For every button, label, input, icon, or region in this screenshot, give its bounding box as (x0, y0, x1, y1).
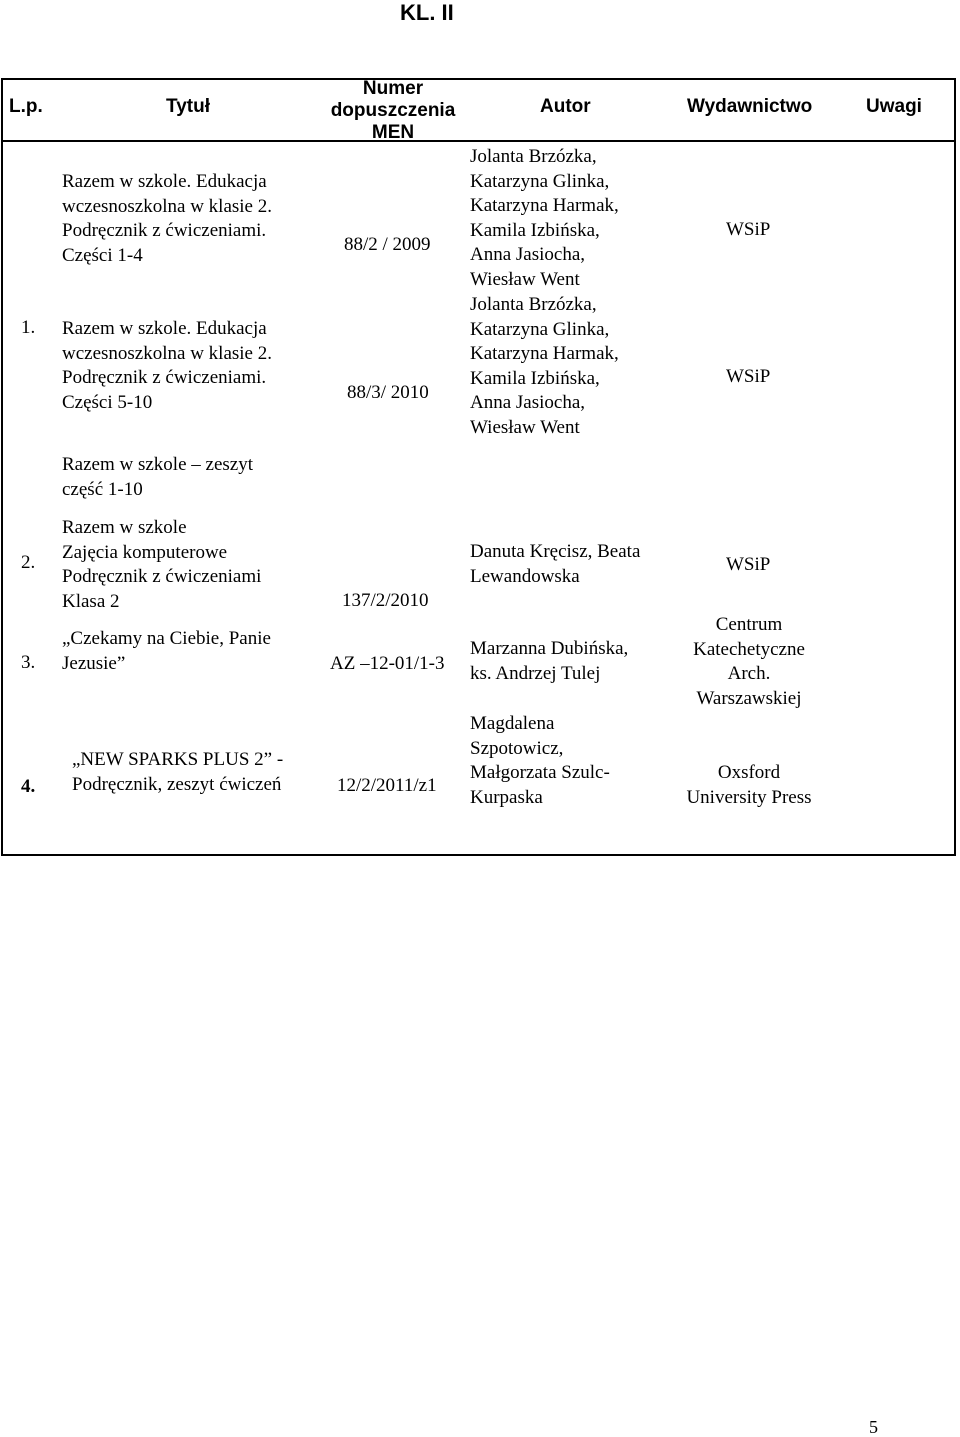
row-4-title (72, 748, 283, 797)
author-line: Katarzyna Glinka, (470, 318, 610, 340)
header-author: Autor (540, 96, 591, 117)
author-line: Wiesław Went (470, 268, 580, 290)
table-right-border (954, 78, 956, 856)
table-left-border (1, 78, 3, 856)
row-2-number: 137/2/2010 (342, 590, 429, 611)
publisher-line: Katechetyczne (693, 638, 805, 660)
author-line: Jolanta Brzózka, (470, 146, 597, 167)
header-number (322, 78, 464, 144)
page-title: KL. II (400, 0, 454, 25)
row-1a-number: 88/2 / 2009 (344, 234, 431, 255)
row-2-publisher: WSiP (726, 554, 771, 575)
publisher-line: Warszawskiej (696, 687, 802, 709)
author-line: Kamila Izbińska, (470, 219, 600, 241)
title-line: Części 1-4 (62, 244, 143, 266)
author-line: Małgorzata Szulc- (470, 762, 610, 783)
title-line: Razem w szkole – zeszyt (62, 454, 253, 475)
title-line: Zajęcia komputerowe (62, 541, 228, 563)
title-line: część 1-10 (62, 478, 143, 500)
row-1c-title (62, 453, 253, 502)
author-line: Marzanna Dubińska, (470, 638, 629, 659)
row-4-publisher (670, 761, 828, 810)
title-line: Podręcznik z ćwiczeniami. (62, 367, 267, 388)
header-separator (1, 140, 956, 142)
row-1-lp: 1. (21, 317, 36, 338)
row-3-authors (470, 637, 628, 686)
header-number-line: Numer (362, 78, 424, 99)
row-3-lp: 3. (21, 652, 36, 673)
author-line: Anna Jasiocha, (470, 392, 586, 413)
author-line: Danuta Kręcisz, Beata (470, 541, 641, 562)
row-3-publisher (670, 613, 828, 711)
author-line: Kamila Izbińska, (470, 367, 600, 389)
author-line: Katarzyna Harmak, (470, 343, 619, 364)
row-1a-title (62, 170, 272, 268)
title-line: wczesnoszkolna w klasie 2. (62, 342, 272, 364)
title-line: Razem w szkole. Edukacja (62, 318, 267, 339)
row-3-title (62, 627, 271, 676)
title-line: „NEW SPARKS PLUS 2” - (72, 749, 284, 770)
author-line: Katarzyna Glinka, (470, 170, 610, 192)
table-bottom-border (1, 854, 956, 856)
title-line: Podręcznik, zeszyt ćwiczeń (72, 773, 282, 795)
page-number: 5 (869, 1417, 878, 1437)
title-line: Części 5-10 (62, 391, 153, 413)
row-2-title (62, 516, 261, 614)
row-4-lp: 4. (21, 776, 36, 797)
row-1a-authors (470, 145, 619, 292)
publisher-line: Oxsford (717, 762, 781, 783)
row-1b-publisher: WSiP (726, 366, 771, 387)
title-line: Podręcznik z ćwiczeniami (62, 566, 262, 587)
row-4-authors (470, 712, 610, 810)
header-number-line: dopuszczenia (330, 100, 456, 121)
title-line: Razem w szkole. Edukacja (62, 171, 267, 192)
title-line: Jezusie” (62, 652, 126, 674)
row-1a-publisher: WSiP (726, 219, 771, 240)
author-line: Szpotowicz, (470, 737, 564, 759)
table-top-border (1, 78, 956, 80)
row-1b-authors (470, 293, 619, 440)
header-number-line: MEN (371, 122, 415, 143)
author-line: Jolanta Brzózka, (470, 294, 597, 315)
author-line: Anna Jasiocha, (470, 244, 586, 265)
author-line: Lewandowska (470, 565, 580, 587)
header-notes: Uwagi (866, 96, 922, 117)
row-1b-title (62, 317, 272, 415)
publisher-line: Centrum (715, 614, 783, 635)
publisher-line: University Press (686, 786, 812, 808)
author-line: Katarzyna Harmak, (470, 195, 619, 216)
title-line: Razem w szkole (62, 517, 187, 538)
row-2-authors (470, 540, 640, 589)
row-2-lp: 2. (21, 552, 36, 573)
header-publisher: Wydawnictwo (687, 96, 813, 117)
author-line: Kurpaska (470, 786, 543, 808)
header-lp: L.p. (9, 96, 43, 117)
author-line: Magdalena (470, 713, 555, 734)
title-line: wczesnoszkolna w klasie 2. (62, 195, 272, 217)
row-1b-number: 88/3/ 2010 (347, 382, 429, 403)
header-title: Tytuł (166, 96, 210, 117)
title-line: Klasa 2 (62, 590, 120, 612)
title-line: Podręcznik z ćwiczeniami. (62, 220, 267, 241)
author-line: Wiesław Went (470, 416, 580, 438)
publisher-line: Arch. (727, 663, 771, 684)
title-line: „Czekamy na Ciebie, Panie (62, 628, 271, 649)
author-line: ks. Andrzej Tulej (470, 662, 601, 684)
row-3-number: AZ –12-01/1-3 (330, 653, 445, 674)
row-4-number: 12/2/2011/z1 (337, 775, 437, 796)
